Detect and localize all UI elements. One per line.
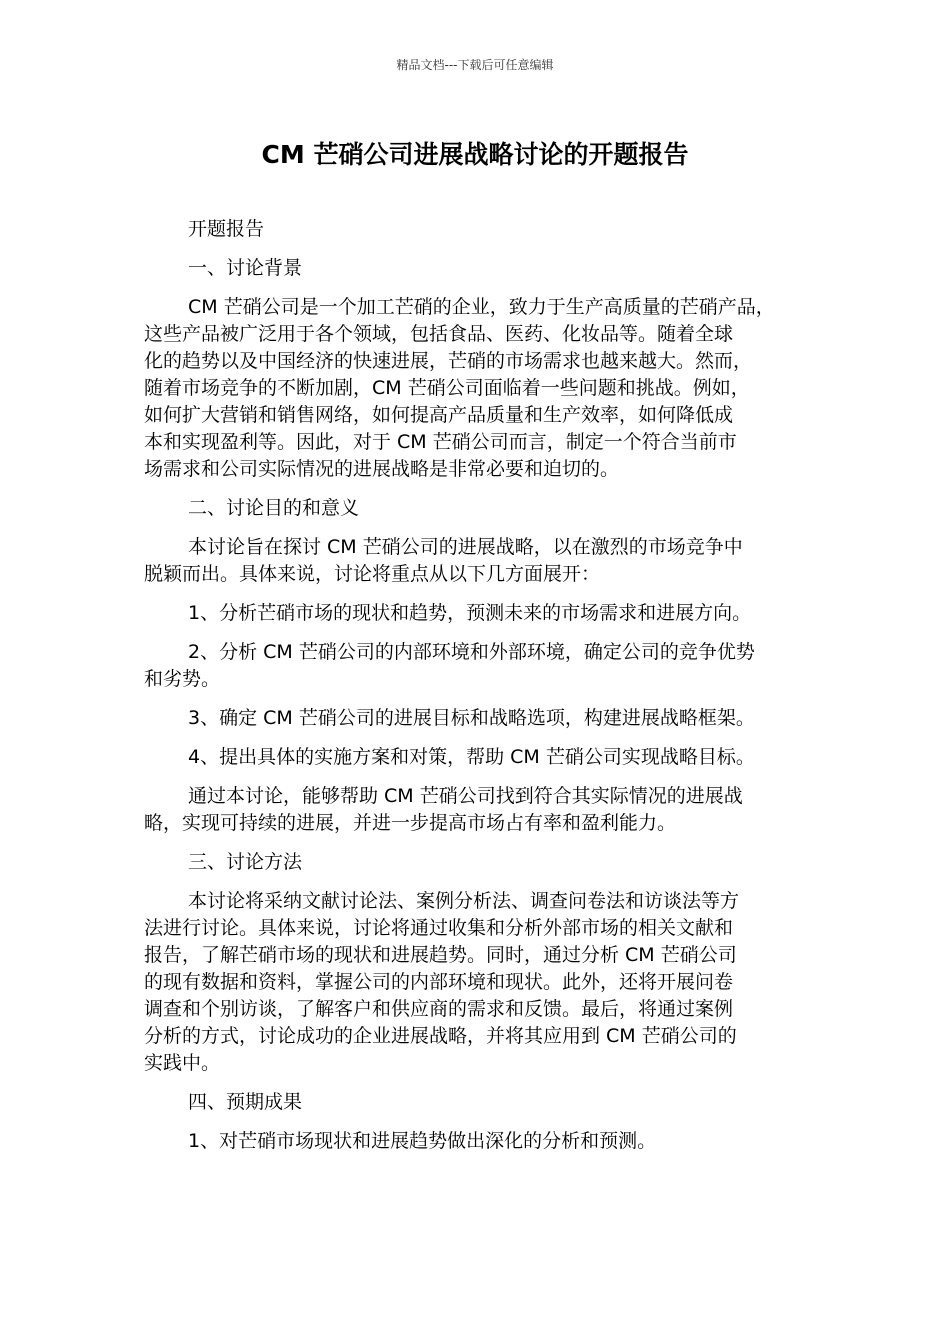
paragraph-line: 和劣势。 [144,668,221,690]
paragraph-line: 本和实现盈利等。因此，对于 CM 芒硝公司而言，制定一个符合当前市 [144,431,737,453]
paragraph [144,849,820,876]
paragraph-line: 3、确定 CM 芒硝公司的进展目标和战略选项，构建进展战略框架。 [188,707,755,729]
paragraph-line: 三、讨论方法 [188,851,303,873]
paragraph-line: 随着市场竞争的不断加剧，CM 芒硝公司面临着一些问题和挑战。例如， [144,377,750,399]
paragraph [144,534,820,588]
paragraph [144,216,820,243]
paragraph-line: 1、对芒硝市场现状和进展趋势做出深化的分析和预测。 [188,1130,657,1152]
paragraph-line: 报告，了解芒硝市场的现状和进展趋势。同时，通过分析 CM 芒硝公司 [144,944,737,966]
paragraph-line: CM 芒硝公司是一个加工芒硝的企业，致力于生产高质量的芒硝产品， [188,296,775,318]
paragraph-line: 的现有数据和资料，掌握公司的内部环境和现状。此外，还将开展问卷 [144,971,734,993]
paragraph-line: 分析的方式，讨论成功的企业进展战略，并将其应用到 CM 芒硝公司的 [144,1025,737,1047]
paragraph [144,255,820,282]
paragraph-line: 略，实现可持续的进展，并进一步提高市场占有率和盈利能力。 [144,812,677,834]
paragraph-line: 通过本讨论，能够帮助 CM 芒硝公司找到符合其实际情况的进展战 [188,785,743,807]
paragraph [144,495,820,522]
paragraph-line: 法进行讨论。具体来说，讨论将通过收集和分析外部市场的相关文献和 [144,917,734,939]
paragraph [144,1128,820,1155]
paragraph [144,705,820,732]
paragraph-line: 如何扩大营销和销售网络，如何提高产品质量和生产效率，如何降低成 [144,404,734,426]
paragraph-line: 本讨论将采纳文献讨论法、案例分析法、调查问卷法和访谈法等方 [188,890,740,912]
paragraph-line: 场需求和公司实际情况的进展战略是非常必要和迫切的。 [144,458,620,480]
paragraph-line: 实践中。 [144,1052,221,1074]
paragraph-line: 开题报告 [188,218,265,240]
paragraph [144,639,820,693]
paragraph-line: 调查和个别访谈，了解客户和供应商的需求和反馈。最后，将通过案例 [144,998,734,1020]
paragraph-line: 四、预期成果 [188,1091,303,1113]
paragraph-line: 脱颖而出。具体来说，讨论将重点从以下几方面展开： [144,563,601,585]
paragraph [144,783,820,837]
paragraph-line: 4、提出具体的实施方案和对策，帮助 CM 芒硝公司实现战略目标。 [188,746,755,768]
paragraph-line: 本讨论旨在探讨 CM 芒硝公司的进展战略，以在激烈的市场竞争中 [188,536,743,558]
document-title: CM 芒硝公司进展战略讨论的开题报告 [261,140,689,169]
paragraph [144,744,820,771]
paragraph [144,600,820,627]
paragraph-line: 二、讨论目的和意义 [188,497,360,519]
paragraph [144,888,820,1077]
paragraph-line: 一、讨论背景 [188,257,303,279]
document-body [144,216,820,1167]
paragraph [144,294,820,483]
paragraph [144,1089,820,1116]
paragraph-line: 这些产品被广泛用于各个领域，包括食品、医药、化妆品等。随着全球 [144,323,734,345]
paragraph-line: 2、分析 CM 芒硝公司的内部环境和外部环境，确定公司的竞争优势 [188,641,755,663]
paragraph-line: 化的趋势以及中国经济的快速进展，芒硝的市场需求也越来越大。然而， [144,350,753,372]
paragraph-line: 1、分析芒硝市场的现状和趋势，预测未来的市场需求和进展方向。 [188,602,752,624]
header-note: 精品文档---下载后可任意编辑 [396,58,554,72]
